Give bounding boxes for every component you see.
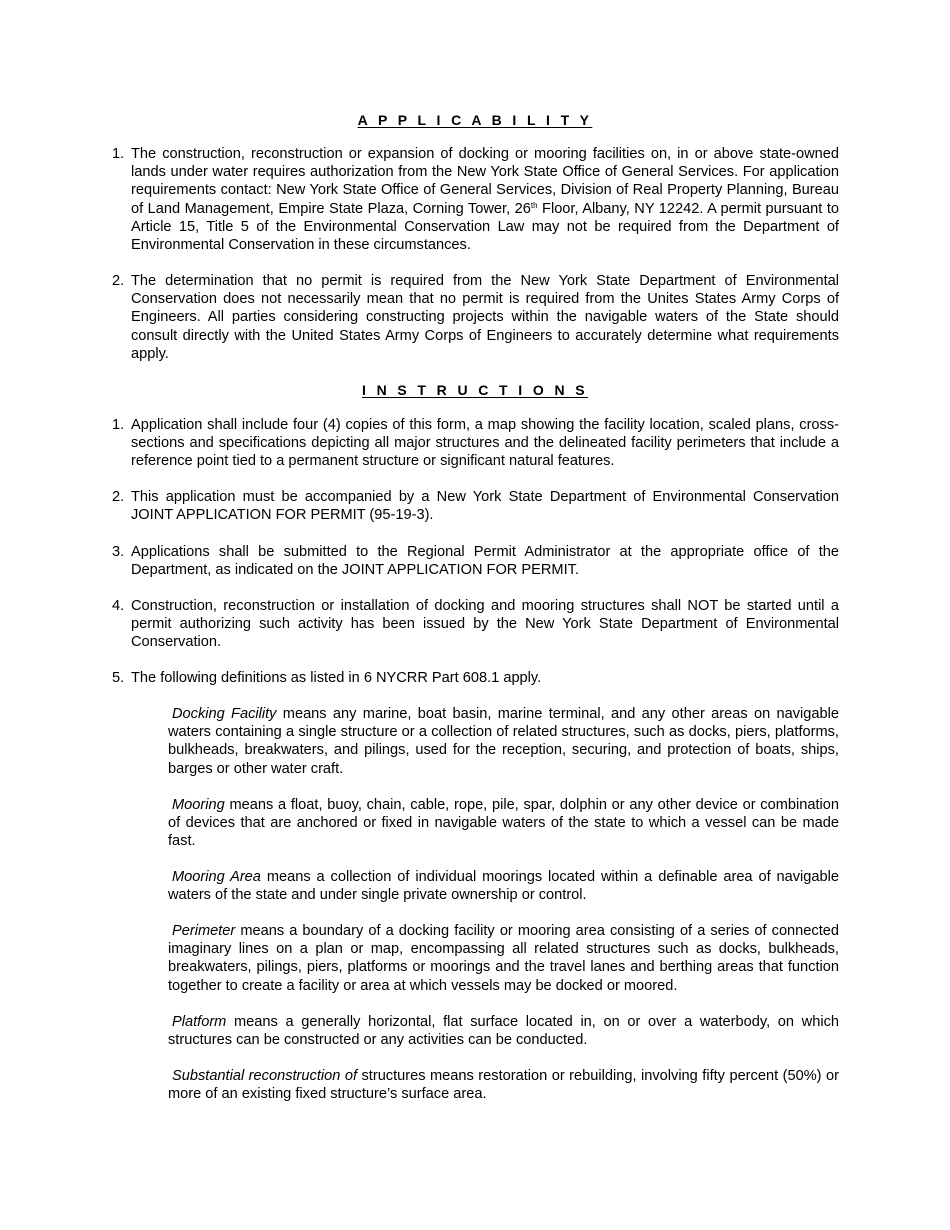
item-number: 3.: [112, 544, 125, 560]
item-text: The determination that no permit is required from the New York State Department of Environmental Conservation does not necessarily mean that no permit is required from the Unites States Army Corps of Engineers. All parties considering constructing projects within the navigable waters of the State should consult directly with the United States Army Corps of Engineers to accurately determine what requirements apply.: [131, 273, 839, 362]
item-text: Application shall include four (4) copies of this form, a map showing the facility location, scaled plans, cross-sections and specifications depicting all major structures and the delineated facility perimeters that include a reference point tied to a permanent structure or significant natural features.: [131, 417, 839, 470]
definition-substantial-reconstruction: [168, 1067, 839, 1103]
definition-term: Mooring: [172, 797, 225, 813]
definition-mooring-area: [168, 868, 839, 904]
item-number: 1.: [112, 146, 125, 162]
definition-mooring: [168, 796, 839, 851]
item-text: Construction, reconstruction or installation of docking and mooring structures shall NOT be started until a permit authorizing such activity has been issued by the New York State Department of Environmental Conservation.: [131, 598, 839, 651]
definition-text: means a boundary of a docking facility or mooring area consisting of a series of connected imaginary lines on a plan or map, encompassing all related structures such as docks, bulkheads, breakwaters, pilings, piers, platforms or moorings and the travel lanes and berthing areas that function together to create a facility or area at which vessels may be docked or moored.: [168, 923, 839, 994]
definition-platform: [168, 1013, 839, 1049]
definition-text: structures means restoration or rebuilding, involving fifty percent (50%) or more of an existing fixed structure’s surface area.: [168, 1068, 839, 1103]
definition-text: means a collection of individual moorings located within a definable area of navigable waters of the state and under single private ownership or control.: [168, 869, 839, 904]
item-number: 1.: [112, 417, 125, 433]
item-text: The construction, reconstruction or expansion of docking or mooring facilities on, in or above state-owned lands under water requires authorization from the New York State Office of General Services. For application requirements contact: New York State Office of General Services, Division of Real Property Planning, Bureau of Land Management, Empire State Plaza, Corning Tower, 26th Floor, Albany, NY 12242. A permit pursuant to Article 15, Title 5 of the Environmental Conservation Law may not be required from the Department of Environmental Conservation in these circumstances.: [131, 146, 839, 254]
definition-term: Platform: [172, 1014, 227, 1030]
definition-term: Substantial reconstruction of: [172, 1068, 357, 1084]
definition-docking-facility: [168, 705, 839, 778]
applicability-heading: A P P L I C A B I L I T Y: [357, 112, 593, 128]
definition-term: Perimeter: [172, 923, 236, 939]
item-number: 4.: [112, 598, 125, 614]
item-number: 5.: [112, 670, 125, 686]
item-number: 2.: [112, 273, 125, 289]
definition-text: means any marine, boat basin, marine terminal, and any other areas on navigable waters containing a single structure or a collection of related structures, such as docks, piers, platforms, bulkheads, breakwaters, and pilings, used for the reception, securing, and protection of boats, ships, barges or other water craft.: [168, 706, 840, 777]
instructions-heading: I N S T R U C T I O N S: [362, 382, 588, 398]
item-number: 2.: [112, 489, 125, 505]
definition-term: Mooring Area: [172, 869, 261, 885]
definition-text: means a generally horizontal, flat surface located in, on or over a waterbody, on which structures can be constructed or any activities can be conducted.: [168, 1014, 839, 1049]
definition-term: Docking Facility: [172, 706, 277, 722]
item-text: Applications shall be submitted to the Regional Permit Administrator at the appropriate office of the Department, as indicated on the JOINT APPLICATION FOR PERMIT.: [131, 544, 839, 579]
item-text: The following definitions as listed in 6 NYCRR Part 608.1 apply.: [131, 670, 542, 686]
item-text: This application must be accompanied by a New York State Department of Environmental Conservation JOINT APPLICATION FOR PERMIT (95-19-3).: [131, 489, 839, 524]
definition-text: means a float, buoy, chain, cable, rope, pile, spar, dolphin or any other device or combination of devices that are anchored or fixed in navigable waters of the state to which a vessel can be made fast.: [168, 797, 839, 850]
definition-perimeter: [168, 922, 839, 995]
